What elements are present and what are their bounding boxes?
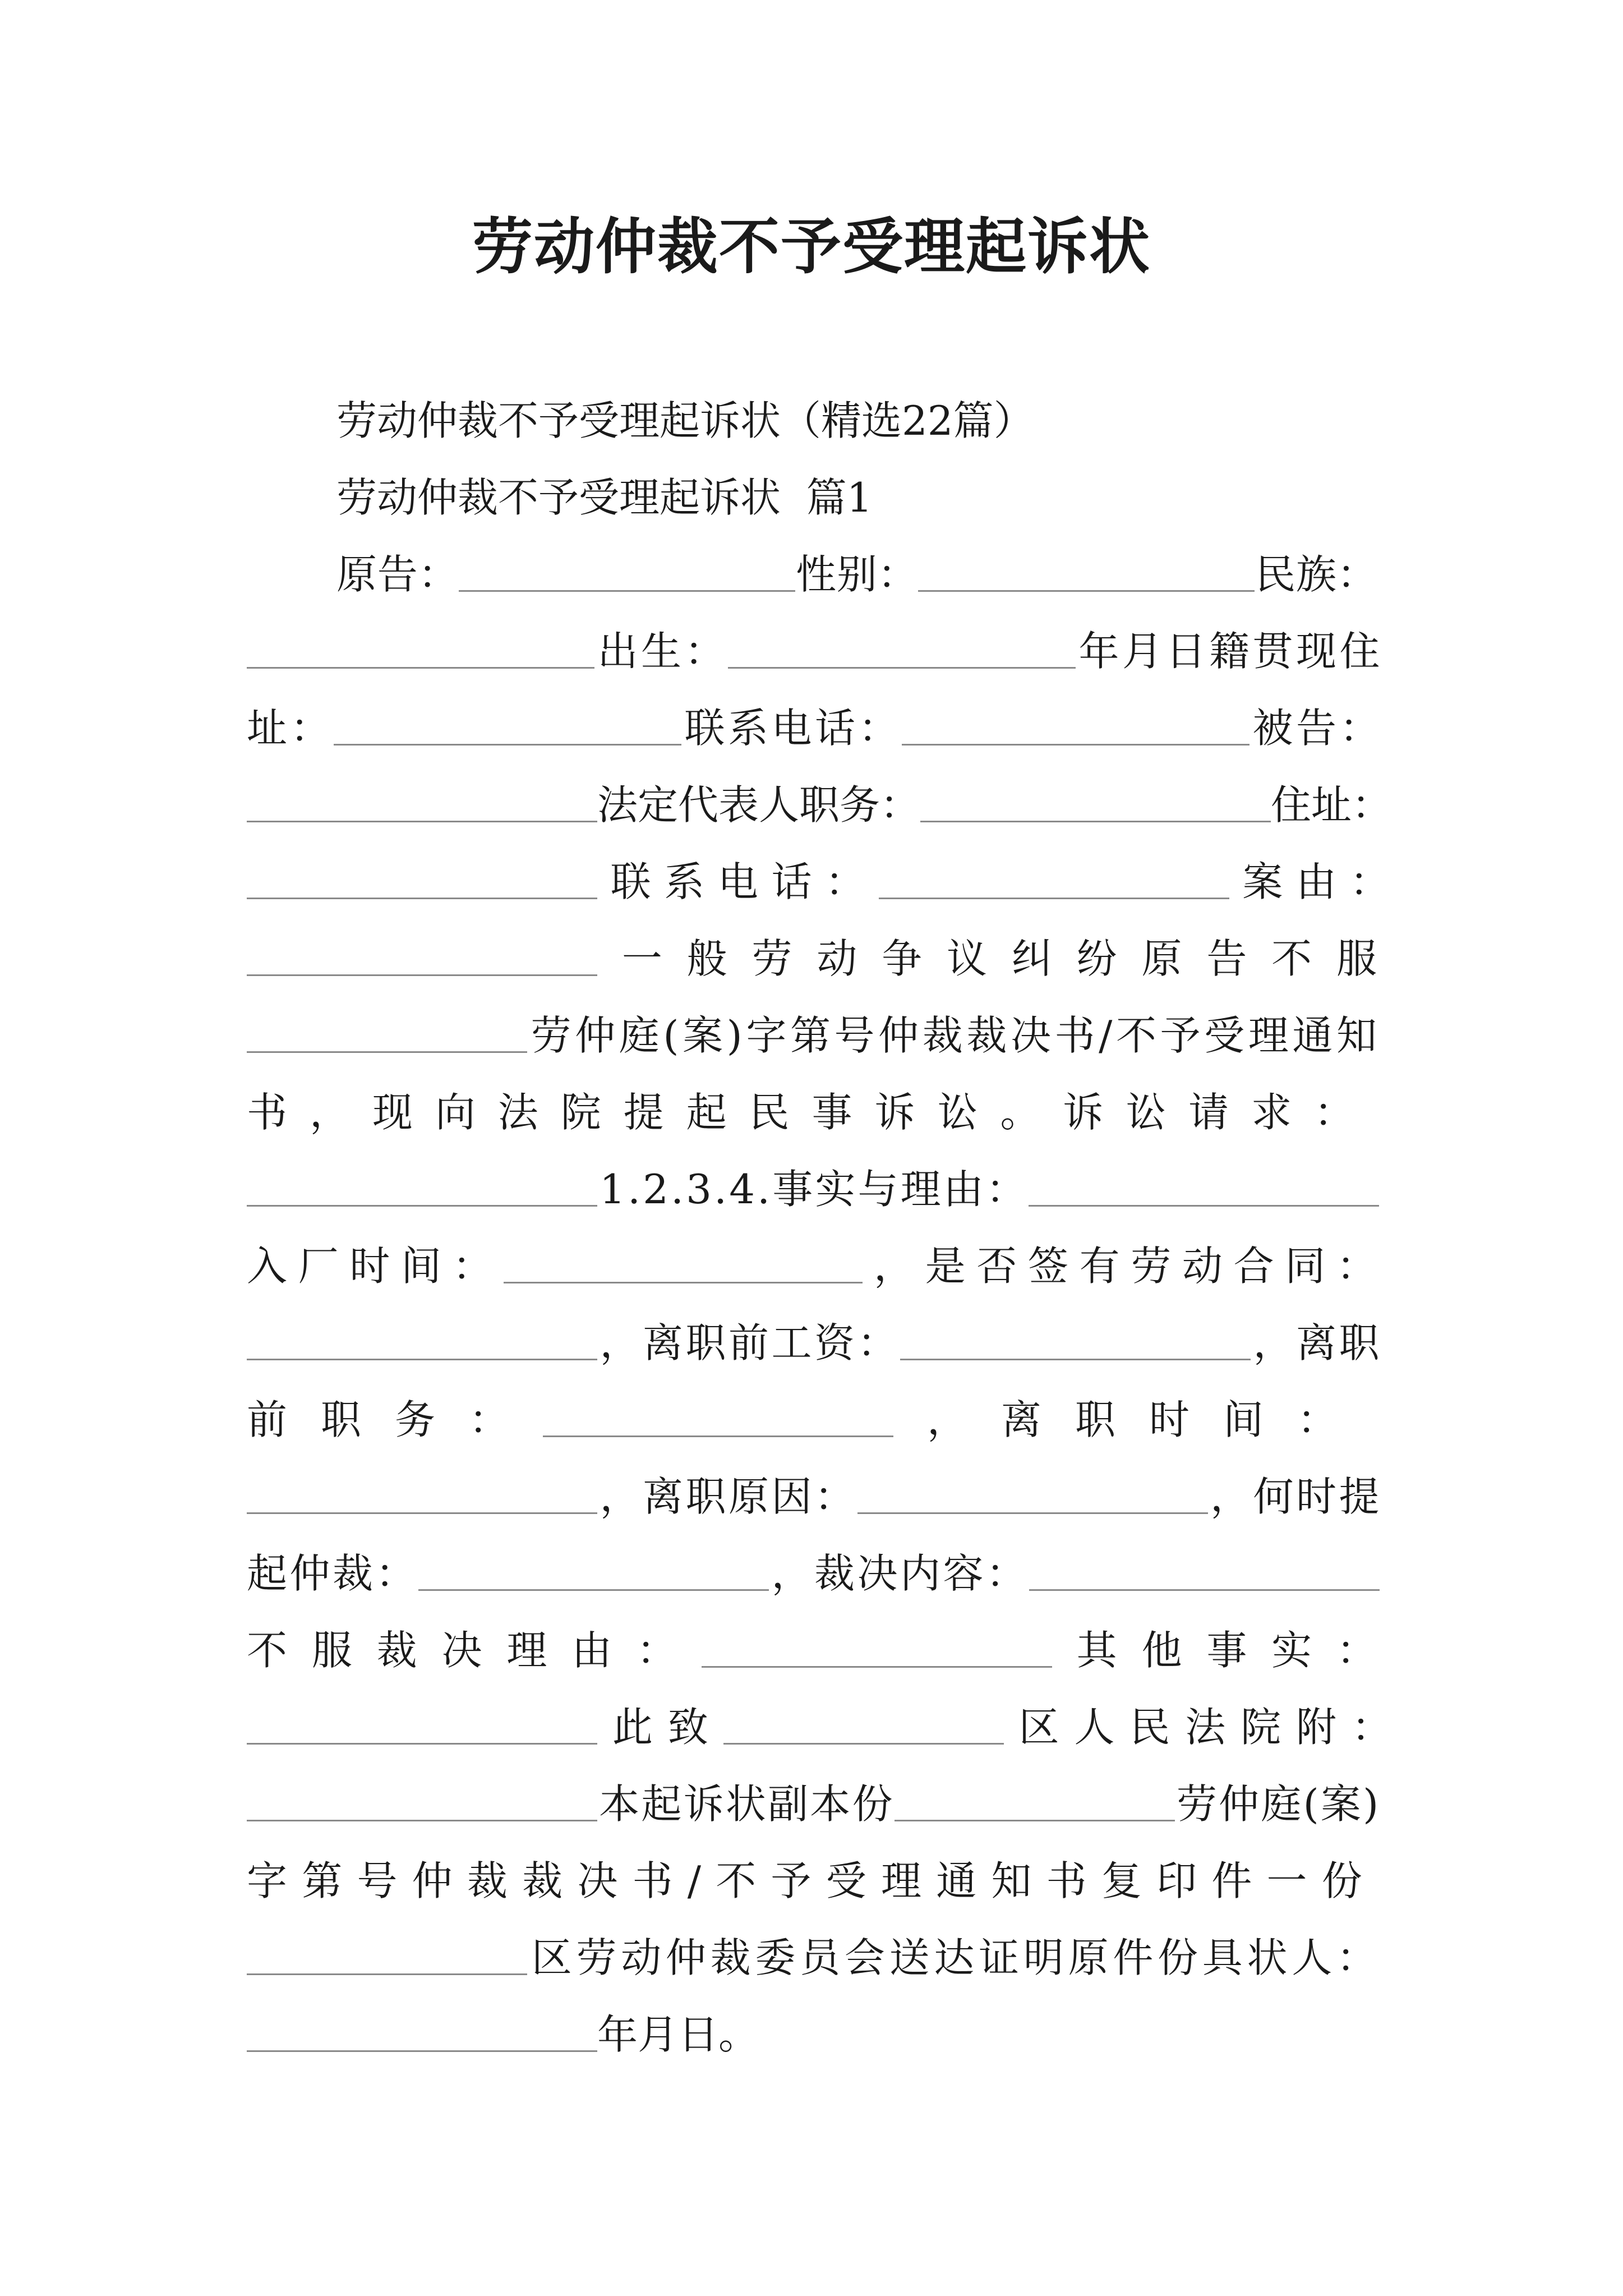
line-text: 区劳动仲裁委员会送达证明原件份具状人： <box>531 1934 1381 1981</box>
text-line <box>0 1469 1623 1525</box>
line-text: ，离职时间： <box>927 1396 1372 1443</box>
line-text: 区人民法院附： <box>1018 1704 1407 1751</box>
fill-in-blank <box>247 1743 597 1745</box>
line-text: 年月日籍贯现住 <box>1078 628 1383 675</box>
text-line <box>0 546 1623 602</box>
fill-in-blank <box>857 1512 1208 1514</box>
text-line <box>0 1392 1623 1448</box>
line-text: 法定代表人职务： <box>597 781 921 829</box>
text-line <box>0 1545 1623 1602</box>
text-line <box>0 470 1623 526</box>
fill-in-blank <box>459 590 795 592</box>
document-title: 劳动仲裁不予受理起诉状 <box>472 211 1151 282</box>
fill-in-blank <box>728 667 1076 669</box>
fill-in-blank <box>504 1282 863 1283</box>
text-line <box>0 1776 1623 1832</box>
line-text: 劳动仲裁不予受理起诉状 篇1 <box>336 474 873 521</box>
text-line <box>0 1699 1623 1755</box>
line-text: 劳仲庭(案)字第号仲裁裁决书/不予受理通知 <box>531 1012 1381 1059</box>
text-line <box>0 1315 1623 1371</box>
line-text: 出生： <box>597 628 728 675</box>
fill-in-blank <box>334 744 681 746</box>
fill-in-blank <box>418 1589 769 1591</box>
fill-in-blank <box>920 821 1271 822</box>
text-line <box>0 854 1623 910</box>
text-line <box>0 623 1623 679</box>
text-line <box>0 1084 1623 1140</box>
fill-in-blank <box>1029 1589 1380 1591</box>
fill-in-blank <box>247 1359 597 1360</box>
line-text: 址： <box>247 705 334 752</box>
text-line <box>0 1622 1623 1678</box>
line-text: 民族： <box>1255 551 1378 598</box>
line-text: 不服裁决理由： <box>247 1627 702 1674</box>
line-text: 性别： <box>796 551 919 598</box>
text-line <box>0 2007 1623 2063</box>
fill-in-blank <box>723 1743 1004 1745</box>
fill-in-blank <box>895 1820 1175 1821</box>
text-line <box>0 700 1623 756</box>
line-text: 书，现向法院提起民事诉讼。诉讼请求： <box>247 1089 1377 1136</box>
fill-in-blank <box>247 1820 597 1821</box>
fill-in-blank <box>879 898 1229 899</box>
line-text: 起仲裁： <box>247 1550 418 1597</box>
line-text: 原告： <box>336 551 459 598</box>
line-text: 本起诉状副本份 <box>599 1780 895 1828</box>
fill-in-blank <box>247 2050 597 2052</box>
line-text: 住址： <box>1271 781 1393 829</box>
fill-in-blank <box>247 974 597 976</box>
line-text: 联系电话： <box>684 705 902 752</box>
line-text: 其他事实： <box>1076 1627 1401 1674</box>
line-text: 前职务： <box>247 1396 543 1443</box>
fill-in-blank <box>247 821 597 822</box>
fill-in-blank <box>247 1051 527 1053</box>
fill-in-blank <box>543 1435 893 1437</box>
line-text: ，离职 <box>1253 1319 1382 1366</box>
fill-in-blank <box>247 898 597 899</box>
text-line <box>0 1853 1623 1909</box>
line-text: 字第号仲裁裁决书/不予受理通知书复印件一份 <box>247 1857 1377 1904</box>
fill-in-blank <box>247 1512 597 1514</box>
fill-in-blank <box>247 1205 597 1207</box>
line-text: ，离职原因： <box>600 1473 857 1520</box>
fill-in-blank <box>247 667 594 669</box>
fill-in-blank <box>900 1359 1251 1360</box>
line-text: 劳仲庭(案) <box>1176 1780 1381 1828</box>
line-text: ，裁决内容： <box>771 1550 1029 1597</box>
line-text: ，离职前工资： <box>600 1319 900 1366</box>
text-line <box>0 1007 1623 1064</box>
text-line <box>0 1930 1623 1986</box>
text-line <box>0 1238 1623 1294</box>
text-line <box>0 1161 1623 1217</box>
fill-in-blank <box>702 1666 1052 1668</box>
fill-in-blank <box>1029 1205 1379 1207</box>
line-text: ，是否签有劳动合同： <box>874 1243 1388 1290</box>
line-text: 1.2.3.4.事实与理由： <box>600 1166 1029 1213</box>
fill-in-blank <box>247 1973 527 1975</box>
line-text: 一般劳动争议纠纷原告不服 <box>621 935 1401 982</box>
fill-in-blank <box>918 590 1255 592</box>
fill-in-blank <box>902 744 1249 746</box>
line-text: 劳动仲裁不予受理起诉状（精选22篇） <box>336 397 1034 444</box>
text-line <box>0 393 1623 449</box>
line-text: ，何时提 <box>1210 1473 1382 1520</box>
line-text: 年月日。 <box>597 2011 759 2058</box>
text-line <box>0 777 1623 833</box>
line-text: 此致 <box>612 1704 723 1751</box>
line-text: 入厂时间： <box>247 1243 504 1290</box>
text-line <box>0 931 1623 987</box>
line-text: 被告： <box>1252 705 1383 752</box>
line-text: 联系电话： <box>610 858 879 905</box>
line-text: 案由： <box>1242 858 1404 905</box>
